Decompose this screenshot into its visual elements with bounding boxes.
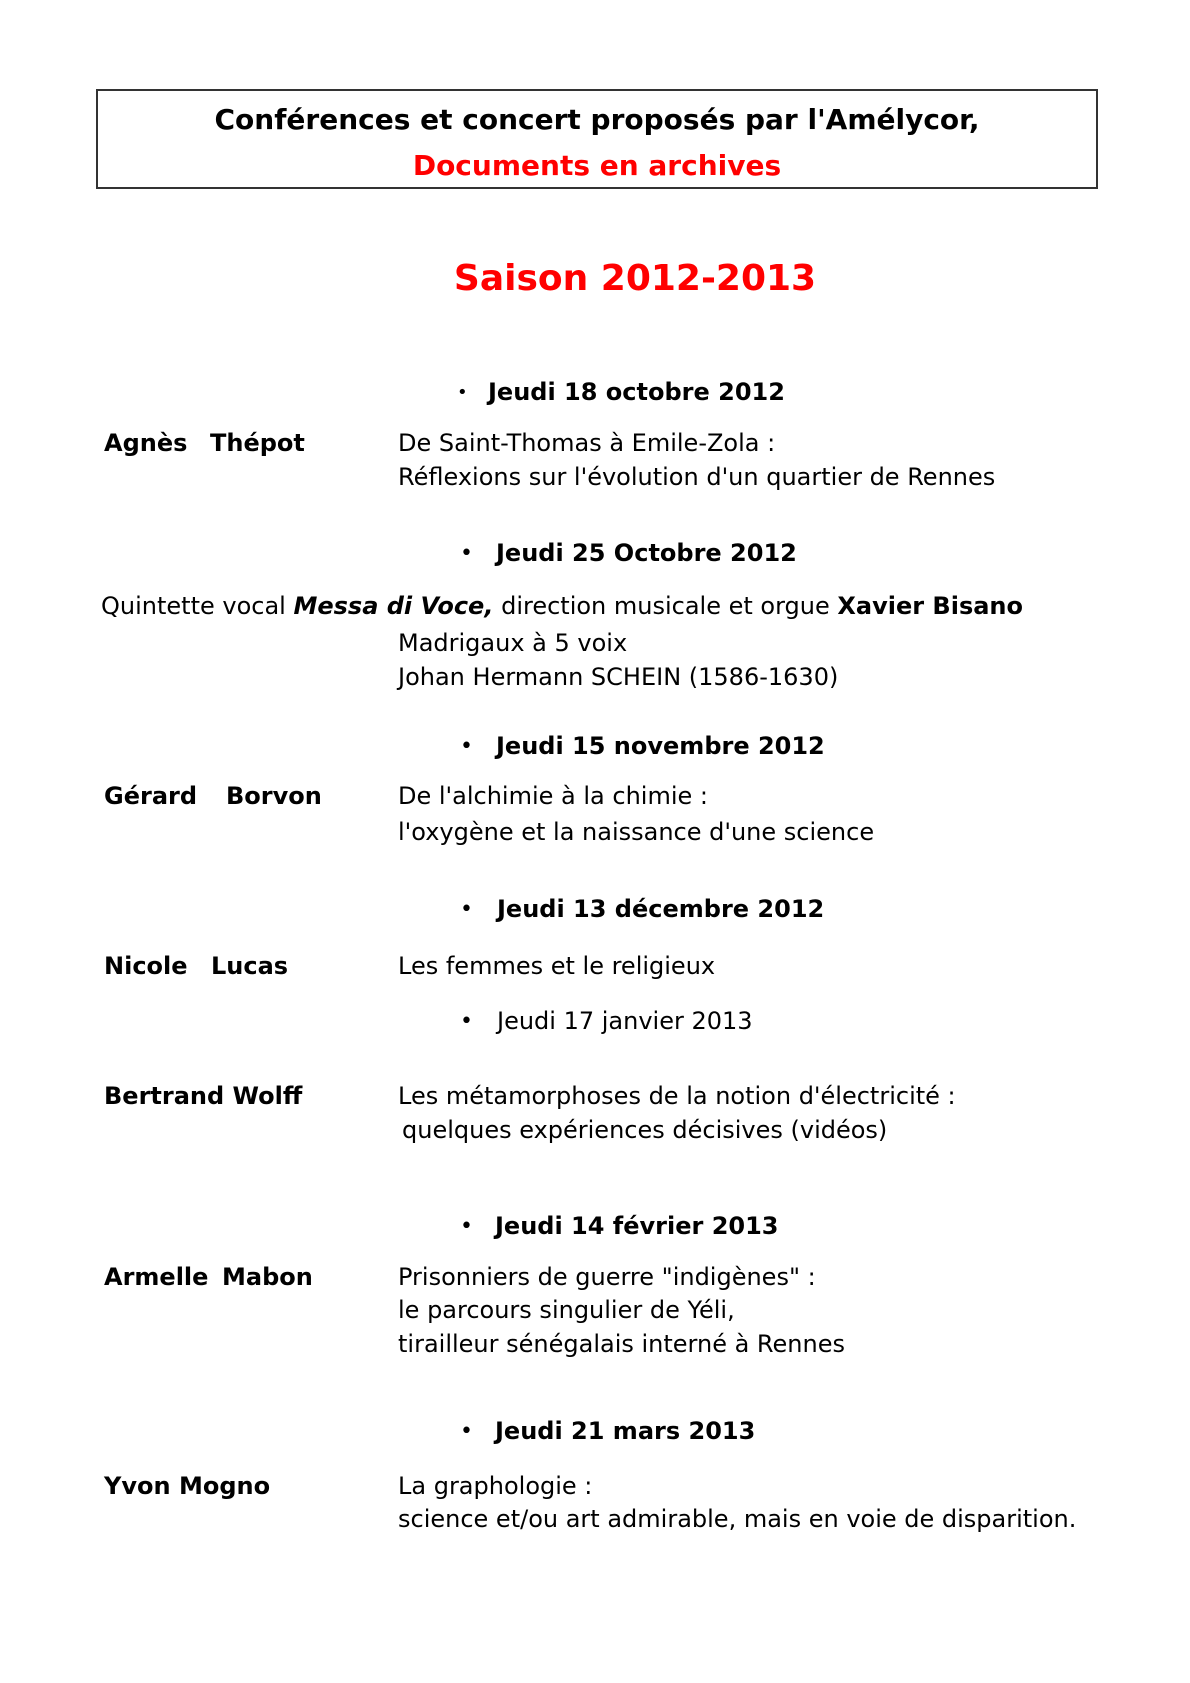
bullet-icon: • <box>460 541 473 566</box>
bullet-icon: • <box>460 1419 473 1444</box>
bullet-icon: • <box>460 734 473 759</box>
talk-title-line: Réflexions sur l'évolution d'un quartier de Rennes <box>398 463 996 491</box>
header-subtitle: Documents en archives <box>412 149 782 182</box>
talk-title-line: De l'alchimie à la chimie : <box>398 782 708 810</box>
director-name: Xavier Bisano <box>837 592 1024 620</box>
talk-title-line: le parcours singulier de Yéli, <box>398 1296 735 1324</box>
event-date: Jeudi 17 janvier 2013 <box>497 1007 753 1035</box>
talk-title-line: De Saint-Thomas à Emile-Zola : <box>398 429 776 457</box>
event-date: Jeudi 15 novembre 2012 <box>496 732 825 760</box>
speaker-first-name: Agnès <box>104 429 188 457</box>
speaker-last-name: Lucas <box>211 952 289 980</box>
talk-title-line: Prisonniers de guerre "indigènes" : <box>398 1263 816 1291</box>
event-date: Jeudi 25 Octobre 2012 <box>496 539 797 567</box>
speaker-last-name: Mabon <box>222 1263 313 1291</box>
talk-title-line: quelques expériences décisives (vidéos) <box>402 1116 888 1144</box>
talk-title-line: science et/ou art admirable, mais en voie de disparition. <box>398 1505 1077 1533</box>
speaker-last-name: Thépot <box>210 429 305 457</box>
event-date: Jeudi 21 mars 2013 <box>495 1417 756 1445</box>
speaker-name: Yvon Mogno <box>104 1472 271 1500</box>
header-box <box>96 89 1098 189</box>
speaker-first-name: Nicole <box>104 952 188 980</box>
concert-middle: direction musicale et orgue <box>493 592 838 620</box>
bullet-icon: • <box>457 382 468 403</box>
speaker-first-name: Gérard <box>104 782 198 810</box>
bullet-icon: • <box>460 1214 473 1239</box>
talk-title-line: l'oxygène et la naissance d'une science <box>398 818 875 846</box>
speaker-first-name: Armelle <box>104 1263 209 1291</box>
speaker-last-name: Borvon <box>226 782 322 810</box>
program-line: Johan Hermann SCHEIN (1586-1630) <box>398 663 839 691</box>
speaker-name: Bertrand Wolff <box>104 1082 303 1110</box>
bullet-icon: • <box>460 897 473 922</box>
concert-prefix: Quintette vocal <box>101 592 294 620</box>
event-date: Jeudi 18 octobre 2012 <box>488 378 785 406</box>
concert-line <box>101 592 1023 620</box>
season-title: Saison 2012-2013 <box>453 258 817 299</box>
talk-title-line: tirailleur sénégalais interné à Rennes <box>398 1330 845 1358</box>
talk-title-line: Les métamorphoses de la notion d'électricité : <box>398 1082 956 1110</box>
event-date: Jeudi 13 décembre 2012 <box>497 895 825 923</box>
ensemble-name: Messa di Voce, <box>293 592 494 620</box>
event-date: Jeudi 14 février 2013 <box>495 1212 779 1240</box>
program-line: Madrigaux à 5 voix <box>398 629 628 657</box>
bullet-icon: • <box>460 1009 473 1034</box>
talk-title-line: Les femmes et le religieux <box>398 952 716 980</box>
header-title: Conférences et concert proposés par l'Amélycor, <box>214 103 980 136</box>
talk-title-line: La graphologie : <box>398 1472 593 1500</box>
